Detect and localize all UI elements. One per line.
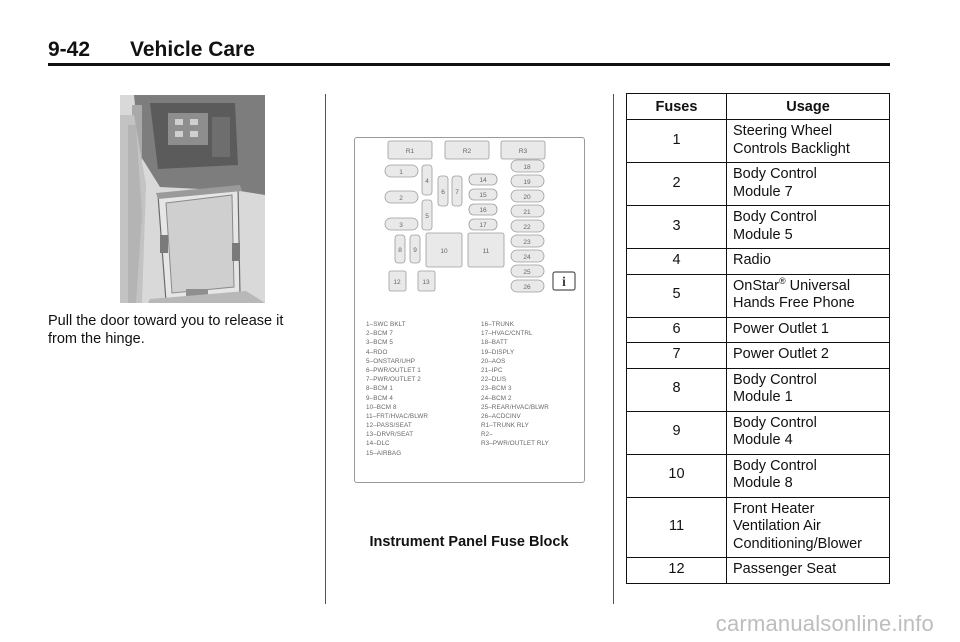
- fuse-usage: [727, 274, 890, 317]
- svg-text:16: 16: [479, 207, 487, 214]
- svg-text:7: 7: [455, 189, 459, 196]
- legend-item: R1–TRUNK RLY: [481, 422, 529, 430]
- usage-line: Body Control: [733, 414, 817, 431]
- usage-line: Hands Free Phone: [733, 295, 855, 311]
- legend-item: 10–BCM 8: [366, 403, 397, 411]
- legend-item: 7–PWR/OUTLET 2: [366, 376, 421, 384]
- usage-line: Body Control: [733, 371, 817, 388]
- svg-text:6: 6: [441, 189, 445, 196]
- usage-line: OnStar® Universal: [733, 275, 851, 294]
- fuse-number: 11: [627, 497, 727, 558]
- fuse-usage: [727, 368, 890, 411]
- legend-item: 18–BATT: [481, 339, 508, 347]
- usage-line: Module 5: [733, 226, 793, 243]
- legend-item: R2–: [481, 431, 493, 439]
- fuse-number: 4: [627, 249, 727, 275]
- column-divider-left: [325, 94, 326, 604]
- table-row: [627, 317, 890, 343]
- usage-line: Power Outlet 1: [733, 320, 829, 337]
- fuse-usage: [727, 497, 890, 558]
- usage-line: Body Control: [733, 209, 817, 225]
- fuse-usage: [727, 206, 890, 249]
- table-row: [627, 411, 890, 454]
- usage-line: Module 4: [733, 432, 793, 448]
- fuse-usage: [727, 249, 890, 275]
- fuse-number: 8: [627, 368, 727, 411]
- svg-text:24: 24: [523, 254, 531, 261]
- svg-text:13: 13: [422, 279, 430, 286]
- legend-item: R3–PWR/OUTLET RLY: [481, 440, 549, 448]
- page-header: [48, 36, 890, 66]
- legend-item: 15–AIRBAG: [366, 449, 402, 457]
- fuse-number: 1: [627, 120, 727, 163]
- table-row: [627, 343, 890, 369]
- legend-item: 3–BCM 5: [366, 339, 393, 347]
- svg-text:3: 3: [399, 222, 403, 229]
- svg-text:i: i: [562, 275, 566, 290]
- legend-item: 6–PWR/OUTLET 1: [366, 366, 421, 374]
- fuse-number: 3: [627, 206, 727, 249]
- legend-item: 5–ONSTAR/UHP: [366, 357, 416, 365]
- svg-text:5: 5: [425, 213, 429, 220]
- relay-label: R3: [518, 148, 528, 155]
- legend-item: 23–BCM 3: [481, 385, 512, 393]
- legend-item: 25–REAR/HVAC/BLWR: [481, 403, 549, 411]
- legend-item: 9–BCM 4: [366, 394, 393, 402]
- table-row: [627, 454, 890, 497]
- relay-label: R2: [462, 148, 472, 155]
- usage-line: Body Control: [733, 457, 817, 474]
- fuse-usage: [727, 558, 890, 584]
- svg-text:26: 26: [523, 284, 531, 291]
- column-divider-right: [613, 94, 614, 604]
- legend-item: 22–DLIS: [481, 376, 507, 384]
- fuse-number: 2: [627, 163, 727, 206]
- table-row: [627, 497, 890, 558]
- column-header-usage: Usage: [727, 94, 890, 120]
- legend-item: 21–IPC: [481, 366, 503, 374]
- table-row: [627, 163, 890, 206]
- fuse-block-diagram: [354, 137, 585, 483]
- table-row: [627, 206, 890, 249]
- instruction-text: Pull the door toward you to release it from the hinge.: [48, 313, 284, 347]
- figure-caption: Instrument Panel Fuse Block: [369, 534, 569, 550]
- svg-text:21: 21: [523, 209, 531, 216]
- legend-item: 24–BCM 2: [481, 394, 512, 402]
- legend-item: 1–SWC BKLT: [366, 321, 406, 328]
- table-row: [627, 274, 890, 317]
- usage-line: Radio: [733, 252, 771, 268]
- svg-text:23: 23: [523, 239, 531, 246]
- legend-item: 16–TRUNK: [481, 321, 514, 328]
- fuse-usage-table: [626, 93, 890, 584]
- legend-item: 26–ACDCINV: [481, 412, 521, 420]
- legend-item: 12–PASS/SEAT: [366, 422, 412, 430]
- svg-text:20: 20: [523, 194, 531, 201]
- svg-text:1: 1: [399, 169, 403, 176]
- usage-line: Steering Wheel: [733, 123, 833, 139]
- legend-item: 20–AOS: [481, 357, 506, 365]
- watermark: carmanualsonline.info: [715, 611, 934, 636]
- svg-text:14: 14: [479, 177, 487, 184]
- fuse-usage: [727, 411, 890, 454]
- svg-text:19: 19: [523, 179, 531, 186]
- table-row: [627, 368, 890, 411]
- svg-text:9: 9: [413, 247, 417, 254]
- fuse-number: 7: [627, 343, 727, 369]
- usage-line: Module 1: [733, 389, 793, 405]
- svg-text:17: 17: [479, 222, 487, 229]
- legend-item: 8–BCM 1: [366, 385, 393, 393]
- fuse-legend-left: [366, 320, 428, 458]
- fuse-usage: [727, 343, 890, 369]
- svg-text:22: 22: [523, 224, 531, 231]
- legend-item: 13–DRVR/SEAT: [366, 431, 414, 439]
- usage-line: Ventilation Air: [733, 518, 821, 534]
- usage-line: Conditioning/Blower: [733, 535, 862, 552]
- svg-text:8: 8: [398, 247, 402, 254]
- svg-text:12: 12: [393, 279, 401, 286]
- page-number: 9-42: [48, 38, 91, 61]
- usage-line: Power Outlet 2: [733, 346, 829, 362]
- fuse-usage: [727, 454, 890, 497]
- svg-text:25: 25: [523, 269, 531, 276]
- usage-line: Front Heater: [733, 500, 815, 517]
- legend-item: 2–BCM 7: [366, 330, 393, 338]
- svg-text:18: 18: [523, 164, 531, 171]
- table-row: [627, 120, 890, 163]
- fuse-number: 10: [627, 454, 727, 497]
- column-header-fuses: Fuses: [627, 94, 727, 120]
- table-row: [627, 558, 890, 584]
- legend-item: 14–DLC: [366, 440, 390, 448]
- svg-text:15: 15: [479, 192, 487, 199]
- fuse-number: 9: [627, 411, 727, 454]
- svg-text:4: 4: [425, 178, 429, 185]
- legend-item: 17–HVAC/CNTRL: [481, 330, 533, 338]
- fuse-usage: [727, 317, 890, 343]
- usage-line: Module 7: [733, 183, 793, 200]
- usage-line: Controls Backlight: [733, 140, 850, 157]
- usage-line: Passenger Seat: [733, 561, 837, 577]
- section-title: Vehicle Care: [130, 38, 255, 61]
- svg-text:2: 2: [399, 195, 403, 202]
- fuse-usage: [727, 163, 890, 206]
- usage-line: Body Control: [733, 166, 817, 182]
- console-door-illustration: [120, 95, 265, 303]
- svg-text:11: 11: [482, 248, 490, 255]
- legend-item: 11–FRT/HVAC/BLWR: [366, 412, 429, 420]
- usage-line: Module 8: [733, 475, 793, 491]
- legend-item: 19–DISPLY: [481, 348, 515, 356]
- table-row: [627, 249, 890, 275]
- fuse-number: 6: [627, 317, 727, 343]
- fuse-number: 5: [627, 274, 727, 317]
- fuse-number: 12: [627, 558, 727, 584]
- fuse-legend-right: [481, 320, 549, 449]
- svg-text:10: 10: [440, 248, 448, 255]
- fuse-usage: [727, 120, 890, 163]
- relay-label: R1: [405, 148, 415, 155]
- legend-item: 4–RDO: [366, 348, 388, 356]
- table-header-row: [627, 94, 890, 120]
